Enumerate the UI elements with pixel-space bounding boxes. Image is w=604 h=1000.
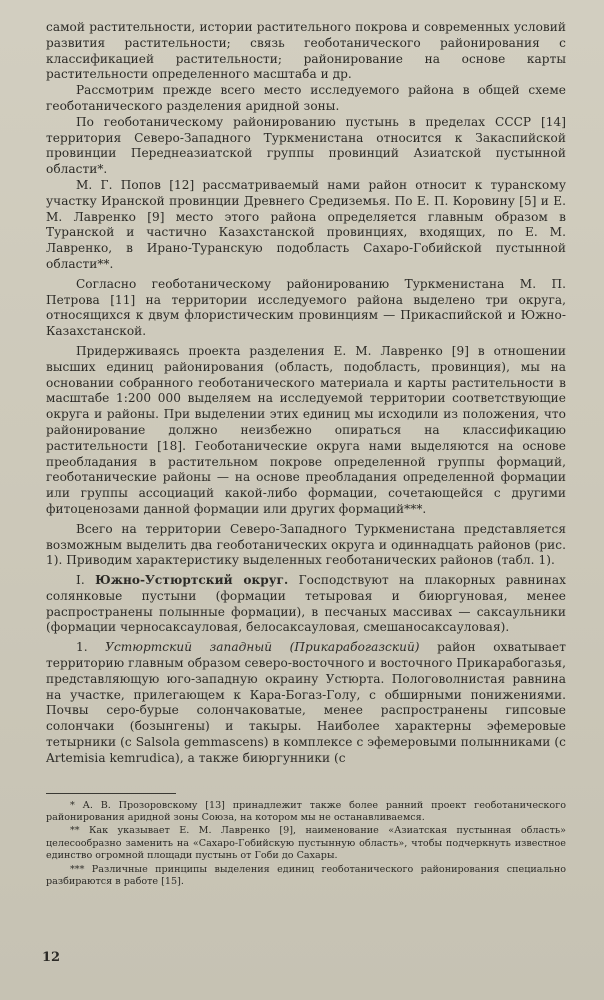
paragraph: [46, 115, 566, 178]
text-run: самой растительности, истории растительного покрова и современных условий развития растительности; связь геоботанического районирования с классификацией растительности; районирование на основе карты растительности определенного масштаба и др.: [46, 20, 566, 82]
paragraph: [46, 277, 566, 340]
paragraph: [46, 522, 566, 569]
footnote: *** Различные принципы выделения единиц геоботанического районирования специально разбираются в работе [15].: [46, 863, 566, 888]
text-run: М. Г. Попов [12] рассматриваемый нами район относит к туранскому участку Иранской провинции Древнего Средиземья. По Е. П. Коровину [5] и Е. М. Лавренко [9] место этого района определяется главным образом в Туранской и частично Казахстанской провинциях, входящих, по Е. М. Лавренко, в Ирано-Туранскую подобласть Сахаро-Гобийской пустынной области**.: [46, 177, 566, 271]
main-text: [46, 20, 566, 767]
text-run: По геоботаническому районированию пустынь в пределах СССР [14] территория Северо-Западного Туркменистана относится к Закаспийской провинции Переднеазиатской группы провинций Азиатской пустынной области*.: [46, 114, 566, 177]
bold-heading-run: Южно-Устюртский округ.: [95, 573, 289, 588]
paragraph: [46, 178, 566, 273]
text-run: район охватывает территорию главным образом северо-восточного и восточного Прикарабогазья, представляющую юго-западную окраину Устюрта. Пологоволнистая равнина на участке, прилегающем к Кара-Богаз-Голу, с обширными понижениями. Почвы серо-бурые солончаковатые, менее распространены гипсовые солончаки (бозынгены) и такыры. Наиболее характерны эфемеровые тетырники (с Salsola gemmascens) в комплексе с эфемеровыми полынниками (с Artemisia kemrudica), а также биюргунники (с: [46, 640, 566, 765]
italic-heading-run: Устюртский западный (Прикарабогазский): [105, 640, 420, 655]
text-run: Рассмотрим прежде всего место исследуемого района в общей схеме геоботанического разделения аридной зоны.: [46, 83, 566, 113]
text-run: Господствуют на плакорных равнинах солянковые пустыни (формации тетыровая и биюргуновая, менее распространены полынные формации), в песчаных массивах — саксаульники (формации черносаксауловая, белосаксауловая, смешаносаксауловая).: [46, 573, 566, 635]
text-run: Согласно геоботаническому районированию Туркменистана М. П. Петрова [11] на территории исследуемого района выделено три округа, относящихся к двум флористическим провинциям — Прикаспийской и Южно-Казахстанской.: [46, 276, 566, 339]
text-run: 1.: [76, 640, 106, 655]
paragraph: [46, 20, 566, 83]
paragraph: [46, 344, 566, 518]
text-run: Придерживаясь проекта разделения Е. М. Лавренко [9] в отношении высших единиц районирования (область, подобласть, провинция), мы на основании собранного геоботанического материала и карты растительности в масштабе 1:200 000 выделяем на исследуемой территории соответствующие округа и районы. При выделении этих единиц мы исходили из положения, что районирование должно неизбежно опираться на классификацию растительности [18]. Геоботанические округа нами выделяются на основе преобладания в растительном покрове определенной группы формаций, геоботанические районы — на основе преобладания определенной формации или группы ассоциаций какой-либо формации, сочетающейся с другими фитоценозами данной формации или других формаций***.: [46, 343, 566, 516]
paragraph: [46, 83, 566, 115]
page-number: 12: [42, 950, 61, 965]
footnote: * А. В. Прозоровскому [13] принадлежит также более ранний проект геоботанического районирования аридной зоны Союза, на котором мы не останавливаемся.: [46, 799, 566, 824]
paragraph: [46, 640, 566, 766]
text-run: Всего на территории Северо-Западного Туркменистана представляется возможным выделить два геоботанических округа и одиннадцать районов (рис. 1). Приводим характеристику выделенных геоботанических районов (табл. 1).: [46, 521, 566, 568]
paragraph: [46, 573, 566, 636]
footnotes: [46, 800, 566, 889]
footnote: ** Как указывает Е. М. Лавренко [9], наименование «Азиатская пустынная область» целесообразно заменить на «Сахаро-Гобийскую пустынную область», чтобы подчеркнуть известное единство огромной площади пустынь от Гоби до Сахары.: [46, 825, 566, 862]
text-run: I.: [76, 573, 96, 588]
footnote-divider: [46, 793, 176, 794]
